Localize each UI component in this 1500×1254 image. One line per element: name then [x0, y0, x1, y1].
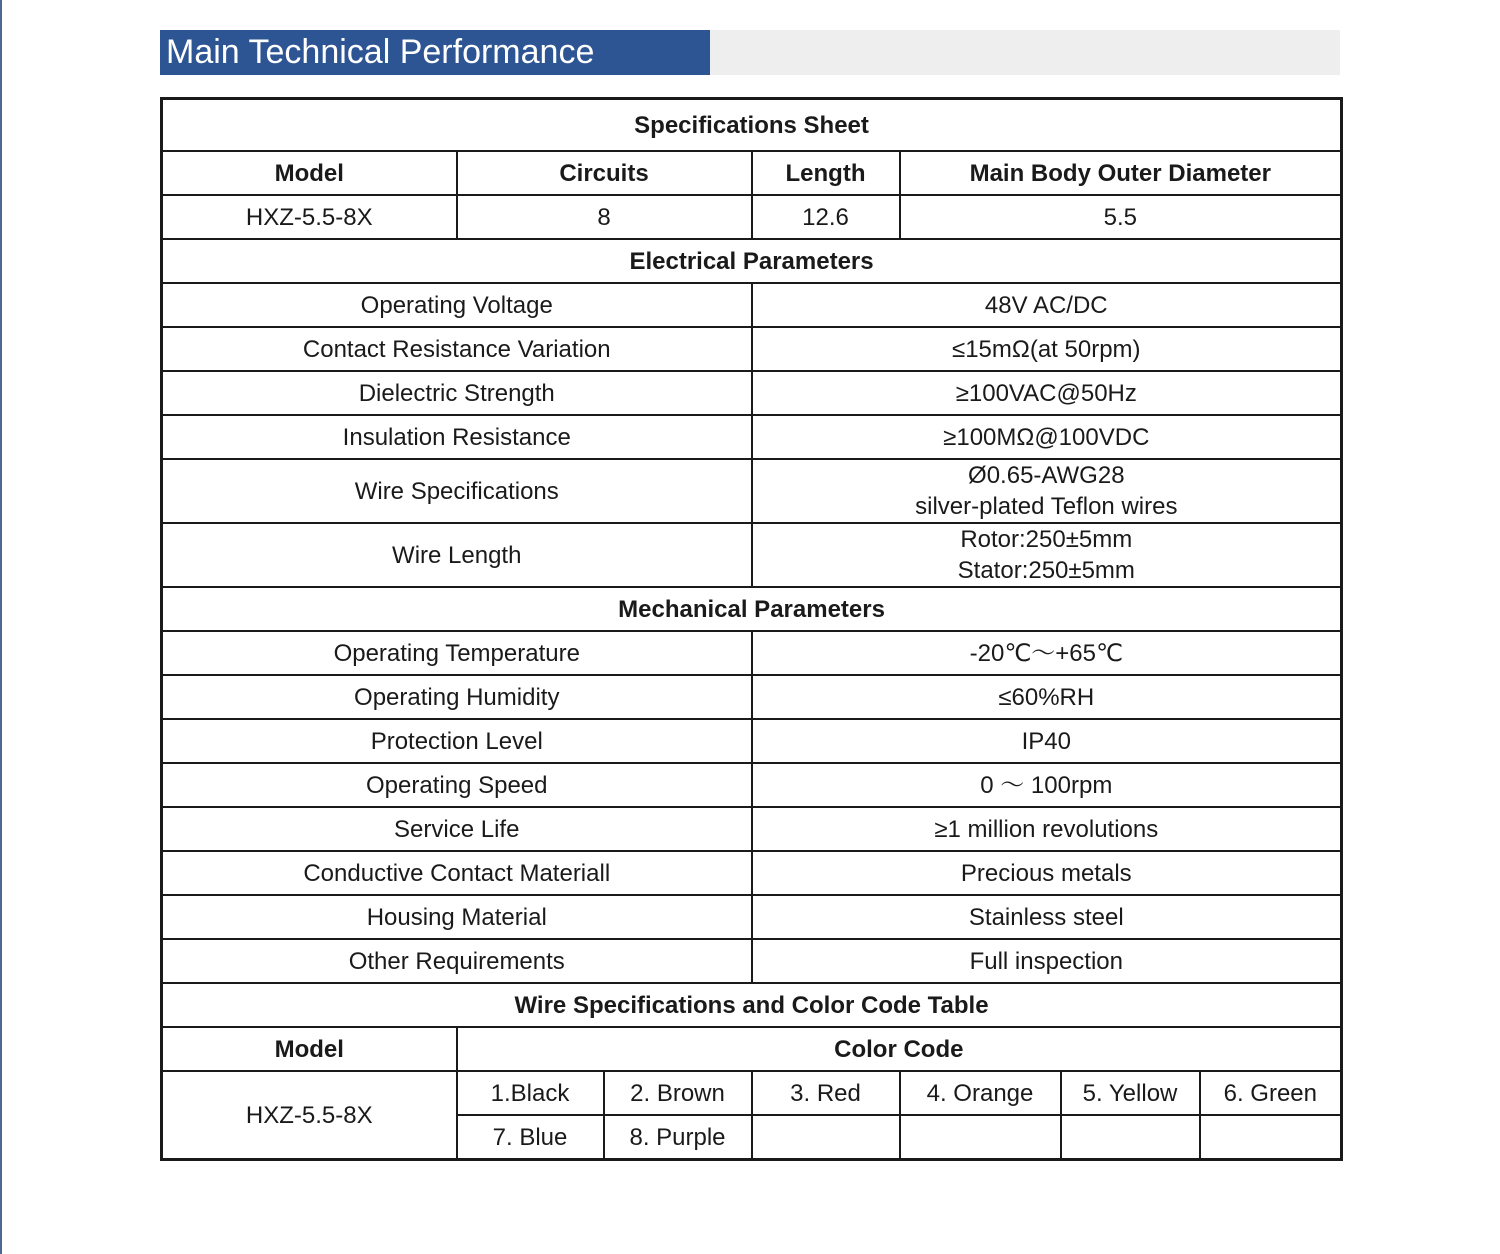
circuits-value: 8	[457, 195, 752, 239]
specifications-table	[160, 97, 1343, 1161]
page-left-rule	[0, 0, 2, 1254]
spec-value-line: Rotor:250±5mm	[960, 526, 1133, 553]
wire-color-title-row	[162, 983, 1342, 1027]
color-code-cell: 7. Blue	[457, 1115, 604, 1160]
model-header-row	[162, 151, 1342, 195]
color-code-cell: 5. Yellow	[1061, 1071, 1200, 1115]
spec-value: Precious metals	[752, 851, 1342, 895]
spec-row	[162, 459, 1342, 523]
wire-color-header-row	[162, 1027, 1342, 1071]
spec-label: Operating Temperature	[162, 631, 752, 675]
spec-label: Insulation Resistance	[162, 415, 752, 459]
spec-row	[162, 283, 1342, 327]
spec-value: Full inspection	[752, 939, 1342, 983]
spec-label: Protection Level	[162, 719, 752, 763]
spec-row	[162, 763, 1342, 807]
diameter-value: 5.5	[900, 195, 1342, 239]
sheet-title-row	[162, 99, 1342, 152]
electrical-parameters-title: Electrical Parameters	[162, 239, 1342, 283]
spec-value: ≥100MΩ@100VDC	[752, 415, 1342, 459]
spec-value: ≤15mΩ(at 50rpm)	[752, 327, 1342, 371]
spec-row	[162, 807, 1342, 851]
color-code-row	[162, 1071, 1342, 1115]
sheet-title: Specifications Sheet	[162, 99, 1342, 152]
spec-row	[162, 523, 1342, 587]
color-code-empty-cell	[752, 1115, 900, 1160]
spec-value	[752, 459, 1342, 523]
spec-value-line: Ø0.65-AWG28	[968, 462, 1125, 489]
length-header: Length	[752, 151, 900, 195]
spec-label: Operating Speed	[162, 763, 752, 807]
wire-model-value: HXZ-5.5-8X	[162, 1071, 457, 1160]
section-header	[160, 30, 1340, 75]
spec-label: Wire Specifications	[162, 459, 752, 523]
spec-label: Dielectric Strength	[162, 371, 752, 415]
spec-value: Stainless steel	[752, 895, 1342, 939]
spec-row	[162, 371, 1342, 415]
spec-value: ≥1 million revolutions	[752, 807, 1342, 851]
spec-row	[162, 327, 1342, 371]
circuits-header: Circuits	[457, 151, 752, 195]
spec-label: Conductive Contact Materiall	[162, 851, 752, 895]
spec-label: Wire Length	[162, 523, 752, 587]
spec-value: -20℃～+65℃	[752, 631, 1342, 675]
color-code-cell: 2. Brown	[604, 1071, 752, 1115]
spec-label: Operating Humidity	[162, 675, 752, 719]
spec-row	[162, 895, 1342, 939]
spec-label: Contact Resistance Variation	[162, 327, 752, 371]
spec-label: Housing Material	[162, 895, 752, 939]
model-header: Model	[162, 151, 457, 195]
spec-row	[162, 939, 1342, 983]
length-value: 12.6	[752, 195, 900, 239]
mechanical-parameters-title: Mechanical Parameters	[162, 587, 1342, 631]
spec-value-line: silver-plated Teflon wires	[915, 493, 1178, 520]
spec-value	[752, 523, 1342, 587]
color-code-cell: 6. Green	[1200, 1071, 1342, 1115]
color-code-empty-cell	[900, 1115, 1061, 1160]
model-value-row	[162, 195, 1342, 239]
spec-row	[162, 851, 1342, 895]
spec-value: 0 ～ 100rpm	[752, 763, 1342, 807]
spec-value: ≤60%RH	[752, 675, 1342, 719]
electrical-title-row	[162, 239, 1342, 283]
spec-value-line: Stator:250±5mm	[957, 557, 1135, 584]
spec-label: Other Requirements	[162, 939, 752, 983]
color-code-cell: 1.Black	[457, 1071, 604, 1115]
color-code-cell: 4. Orange	[900, 1071, 1061, 1115]
spec-value: 48V AC/DC	[752, 283, 1342, 327]
spec-value: IP40	[752, 719, 1342, 763]
color-code-cell: 3. Red	[752, 1071, 900, 1115]
color-code-cell: 8. Purple	[604, 1115, 752, 1160]
spec-row	[162, 631, 1342, 675]
color-code-header: Color Code	[457, 1027, 1342, 1071]
wire-model-header: Model	[162, 1027, 457, 1071]
section-title: Main Technical Performance	[160, 30, 710, 75]
color-code-empty-cell	[1061, 1115, 1200, 1160]
mechanical-title-row	[162, 587, 1342, 631]
spec-label: Operating Voltage	[162, 283, 752, 327]
spec-row	[162, 415, 1342, 459]
model-value: HXZ-5.5-8X	[162, 195, 457, 239]
spec-label: Service Life	[162, 807, 752, 851]
color-code-empty-cell	[1200, 1115, 1342, 1160]
diameter-header: Main Body Outer Diameter	[900, 151, 1342, 195]
spec-row	[162, 719, 1342, 763]
wire-color-title: Wire Specifications and Color Code Table	[162, 983, 1342, 1027]
spec-row	[162, 675, 1342, 719]
spec-value: ≥100VAC@50Hz	[752, 371, 1342, 415]
